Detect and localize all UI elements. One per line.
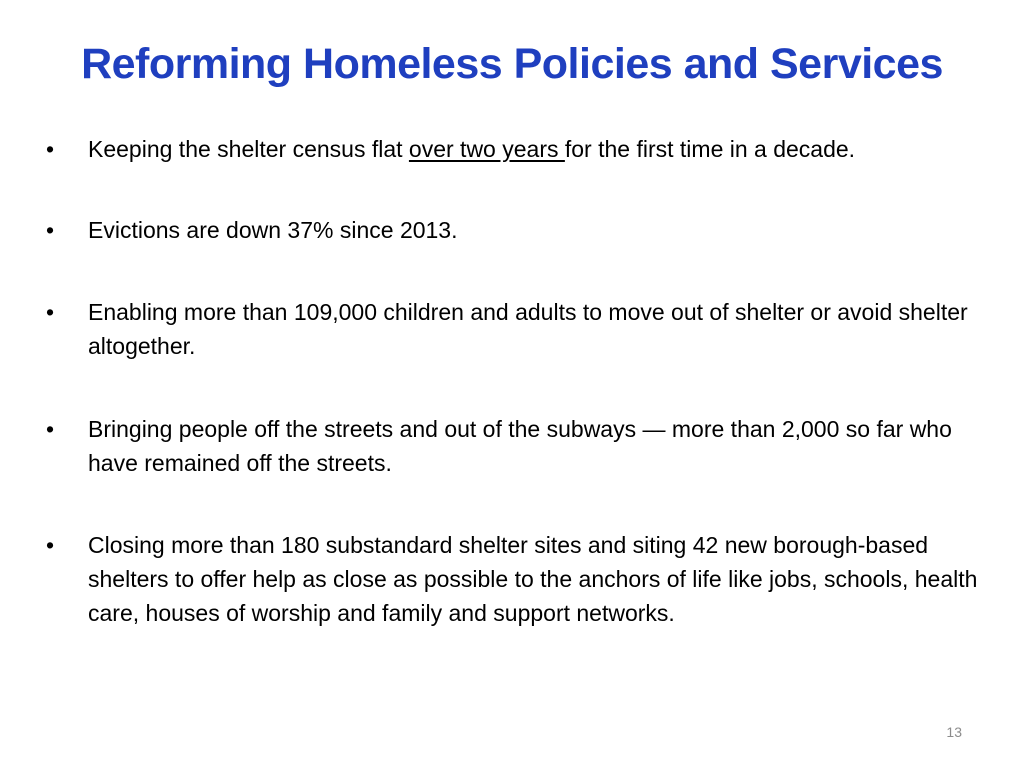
bullet-text: Evictions are down 37% since 2013. bbox=[88, 217, 458, 243]
bullet-item-streets bbox=[40, 412, 980, 480]
bullet-icon: • bbox=[46, 416, 55, 442]
bullet-text: Closing more than 180 substandard shelter sites and siting 42 new borough-based shelters to offer help as close as possible to the anchors of life like jobs, schools, health care, houses of worship and family and support networks. bbox=[88, 532, 978, 626]
page-number: 13 bbox=[946, 724, 962, 740]
bullet-icon: • bbox=[46, 299, 55, 325]
bullet-text: Bringing people off the streets and out of the subways — more than 2,000 so far who have remained off the streets. bbox=[88, 416, 952, 476]
bullet-text-underlined: over two years bbox=[408, 136, 565, 162]
bullet-text-after: for the first time in a decade. bbox=[564, 136, 856, 162]
bullet-item-evictions bbox=[40, 213, 458, 247]
bullet-item-shelter-census bbox=[40, 132, 855, 166]
bullet-text-before: Keeping the shelter census flat bbox=[88, 136, 409, 162]
bullet-icon: • bbox=[46, 136, 55, 162]
bullet-item-move-out bbox=[40, 295, 980, 363]
bullet-icon: • bbox=[46, 217, 55, 243]
bullet-icon: • bbox=[46, 532, 55, 558]
bullet-item-shelter-sites bbox=[40, 528, 980, 630]
bullet-text: Enabling more than 109,000 children and adults to move out of shelter or avoid shelter altogether. bbox=[88, 299, 968, 359]
slide-title: Reforming Homeless Policies and Services bbox=[81, 40, 943, 88]
